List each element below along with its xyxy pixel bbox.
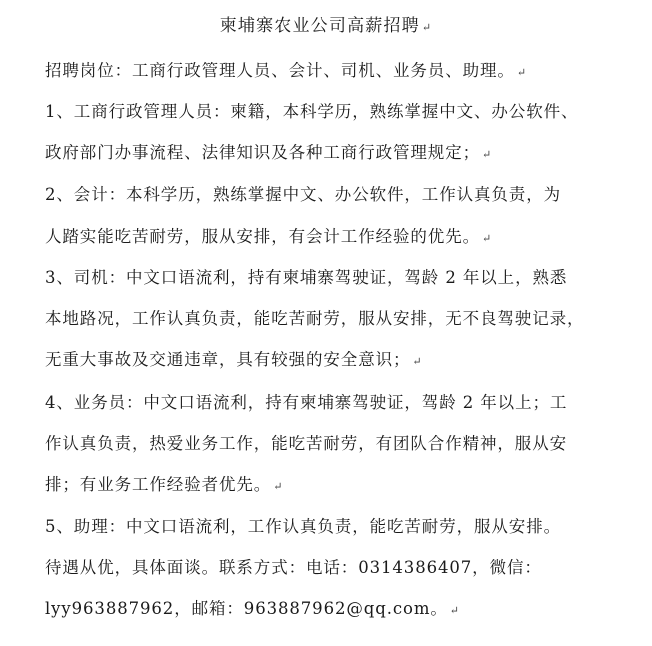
line-text: 2、会计：本科学历，熟练掌握中文、办公软件，工作认真负责，为 bbox=[45, 185, 561, 204]
text-line-assistant bbox=[45, 516, 561, 538]
paragraph-mark-icon: ↵ bbox=[412, 355, 423, 368]
text-line-driver-1 bbox=[45, 267, 567, 289]
line-text: 待遇从优，具体面谈。联系方式：电话：0314386407，微信： bbox=[45, 558, 542, 577]
text-line-positions bbox=[45, 60, 527, 84]
paragraph-mark-icon: ↵ bbox=[482, 148, 493, 161]
text-line-accountant-2 bbox=[45, 226, 492, 250]
document-title bbox=[0, 15, 652, 39]
line-text: 排；有业务工作经验者优先。 bbox=[45, 475, 272, 494]
text-line-driver-2 bbox=[45, 308, 584, 330]
text-line-sales-2 bbox=[45, 433, 567, 455]
line-text: 1、工商行政管理人员：柬籍，本科学历，熟练掌握中文、办公软件、 bbox=[45, 102, 579, 121]
line-text: 无重大事故及交通违章，具有较强的安全意识； bbox=[45, 350, 411, 369]
paragraph-mark-icon: ↵ bbox=[421, 21, 433, 34]
text-line-sales-1 bbox=[45, 392, 567, 414]
line-text: 人踏实能吃苦耐劳，服从安排，有会计工作经验的优先。 bbox=[45, 227, 480, 246]
paragraph-mark-icon: ↵ bbox=[273, 480, 284, 493]
text-line-accountant-1 bbox=[45, 184, 561, 206]
text-line-sales-3 bbox=[45, 474, 283, 498]
text-line-contact-2 bbox=[45, 598, 460, 622]
line-text: lyy963887962，邮箱：963887962@qq.com。 bbox=[45, 599, 448, 618]
line-text: 5、助理：中文口语流利，工作认真负责，能吃苦耐劳，服从安排。 bbox=[45, 517, 561, 536]
line-text: 3、司机：中文口语流利，持有柬埔寨驾驶证，驾龄 2 年以上，熟悉 bbox=[45, 268, 568, 287]
line-text: 招聘岗位：工商行政管理人员、会计、司机、业务员、助理。 bbox=[45, 61, 515, 80]
text-line-admin-1 bbox=[45, 101, 578, 123]
line-text: 作认真负责，热爱业务工作，能吃苦耐劳，有团队合作精神，服从安 bbox=[45, 434, 567, 453]
line-text: 本地路况，工作认真负责，能吃苦耐劳，服从安排，无不良驾驶记录， bbox=[45, 309, 585, 328]
line-text: 政府部门办事流程、法律知识及各种工商行政管理规定； bbox=[45, 143, 480, 162]
paragraph-mark-icon: ↵ bbox=[482, 232, 493, 245]
paragraph-mark-icon: ↵ bbox=[516, 66, 527, 79]
document-title-text: 柬埔寨农业公司高薪招聘 bbox=[219, 16, 420, 36]
text-line-contact-1 bbox=[45, 557, 542, 579]
text-line-admin-2 bbox=[45, 142, 492, 166]
text-line-driver-3 bbox=[45, 349, 423, 373]
line-text: 4、业务员：中文口语流利，持有柬埔寨驾驶证，驾龄 2 年以上；工 bbox=[45, 393, 568, 412]
paragraph-mark-icon: ↵ bbox=[449, 604, 460, 617]
